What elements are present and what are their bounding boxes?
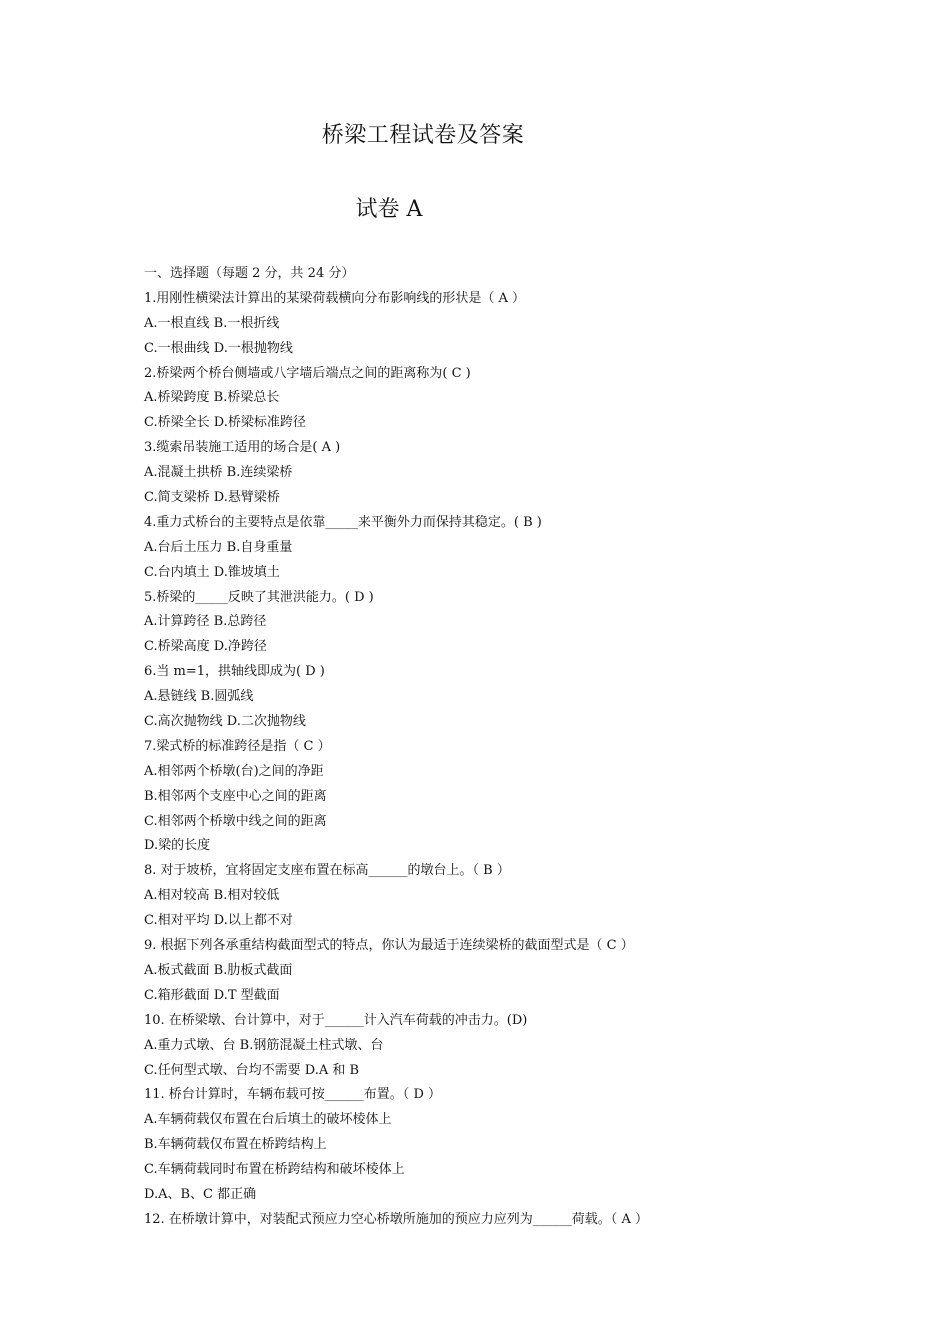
question-line: 2.桥梁两个桥台侧墙或八字墙后端点之间的距离称为( C ) <box>144 365 471 381</box>
option-line: C.相对平均 D.以上都不对 <box>144 913 293 929</box>
option-line: C.简支梁桥 D.悬臂梁桥 <box>144 490 280 506</box>
option-line: C.箱形截面 D.T 型截面 <box>144 987 280 1003</box>
option-line: A.重力式墩、台 B.钢筋混凝土柱式墩、台 <box>144 1037 384 1053</box>
question-list <box>144 262 844 1233</box>
option-line: C.桥梁全长 D.桥梁标准跨径 <box>144 415 306 431</box>
option-line: C.一根曲线 D.一根抛物线 <box>144 340 293 356</box>
question-line: 11. 桥台计算时，车辆布载可按______布置。（ D ） <box>144 1087 441 1103</box>
option-line: B.车辆荷载仅布置在桥跨结构上 <box>144 1137 327 1153</box>
option-line: C.高次抛物线 D.二次抛物线 <box>144 714 306 730</box>
option-line: A.悬链线 B.圆弧线 <box>144 689 254 705</box>
question-line: 9. 根据下列各承重结构截面型式的特点，你认为最适于连续梁桥的截面型式是（ C ） <box>144 938 634 954</box>
question-line: 1.用刚性横梁法计算出的某梁荷载横向分布影响线的形状是（ A ） <box>144 290 526 306</box>
option-line: A.相对较高 B.相对较低 <box>144 888 280 904</box>
section-heading: 一、选择题（每题 2 分，共 24 分） <box>144 266 355 281</box>
question-line: 3.缆索吊装施工适用的场合是( A ) <box>144 440 341 456</box>
question-line: 10. 在桥梁墩、台计算中，对于______计入汽车荷载的冲击力。(D) <box>144 1012 528 1028</box>
option-line: A.计算跨径 B.总跨径 <box>144 614 267 630</box>
option-line: A.混凝土拱桥 B.连续梁桥 <box>144 465 293 481</box>
option-line: A.板式截面 B.肋板式截面 <box>144 962 293 978</box>
option-line: A.车辆荷载仅布置在台后填土的破坏棱体上 <box>144 1112 392 1128</box>
option-line: C.桥梁高度 D.净跨径 <box>144 639 267 655</box>
exam-paper-subtitle: 试卷 A <box>355 197 423 222</box>
question-line: 8. 对于坡桥，宜将固定支座布置在标高______的墩台上。（ B ） <box>144 863 510 879</box>
option-line: C.车辆荷载同时布置在桥跨结构和破坏棱体上 <box>144 1162 405 1178</box>
question-line: 12. 在桥墩计算中，对装配式预应力空心桥墩所施加的预应力应列为______荷载。（ A ） <box>144 1211 648 1227</box>
question-line: 4.重力式桥台的主要特点是依靠_____来平衡外力而保持其稳定。( B ) <box>144 514 542 530</box>
option-line: C.相邻两个桥墩中线之间的距离 <box>144 813 327 829</box>
option-line: A.相邻两个桥墩(台)之间的净距 <box>144 763 324 779</box>
option-line: A.一根直线 B.一根折线 <box>144 315 280 331</box>
option-line: D.梁的长度 <box>144 838 211 854</box>
option-line: D.A、B、C 都正确 <box>144 1186 257 1202</box>
option-line: A.桥梁跨度 B.桥梁总长 <box>144 390 280 406</box>
document-title: 桥梁工程试卷及答案 <box>321 123 525 148</box>
option-line: C.台内填土 D.锥坡填土 <box>144 564 280 580</box>
option-line: A.台后土压力 B.自身重量 <box>144 539 293 555</box>
option-line: C.任何型式墩、台均不需要 D.A 和 B <box>144 1062 360 1078</box>
option-line: B.相邻两个支座中心之间的距离 <box>144 788 327 804</box>
question-line: 6.当 m=1，拱轴线即成为( D ) <box>144 664 325 680</box>
question-line: 7.梁式桥的标准跨径是指（ C ） <box>144 738 331 754</box>
question-line: 5.桥梁的_____反映了其泄洪能力。( D ) <box>144 589 374 605</box>
